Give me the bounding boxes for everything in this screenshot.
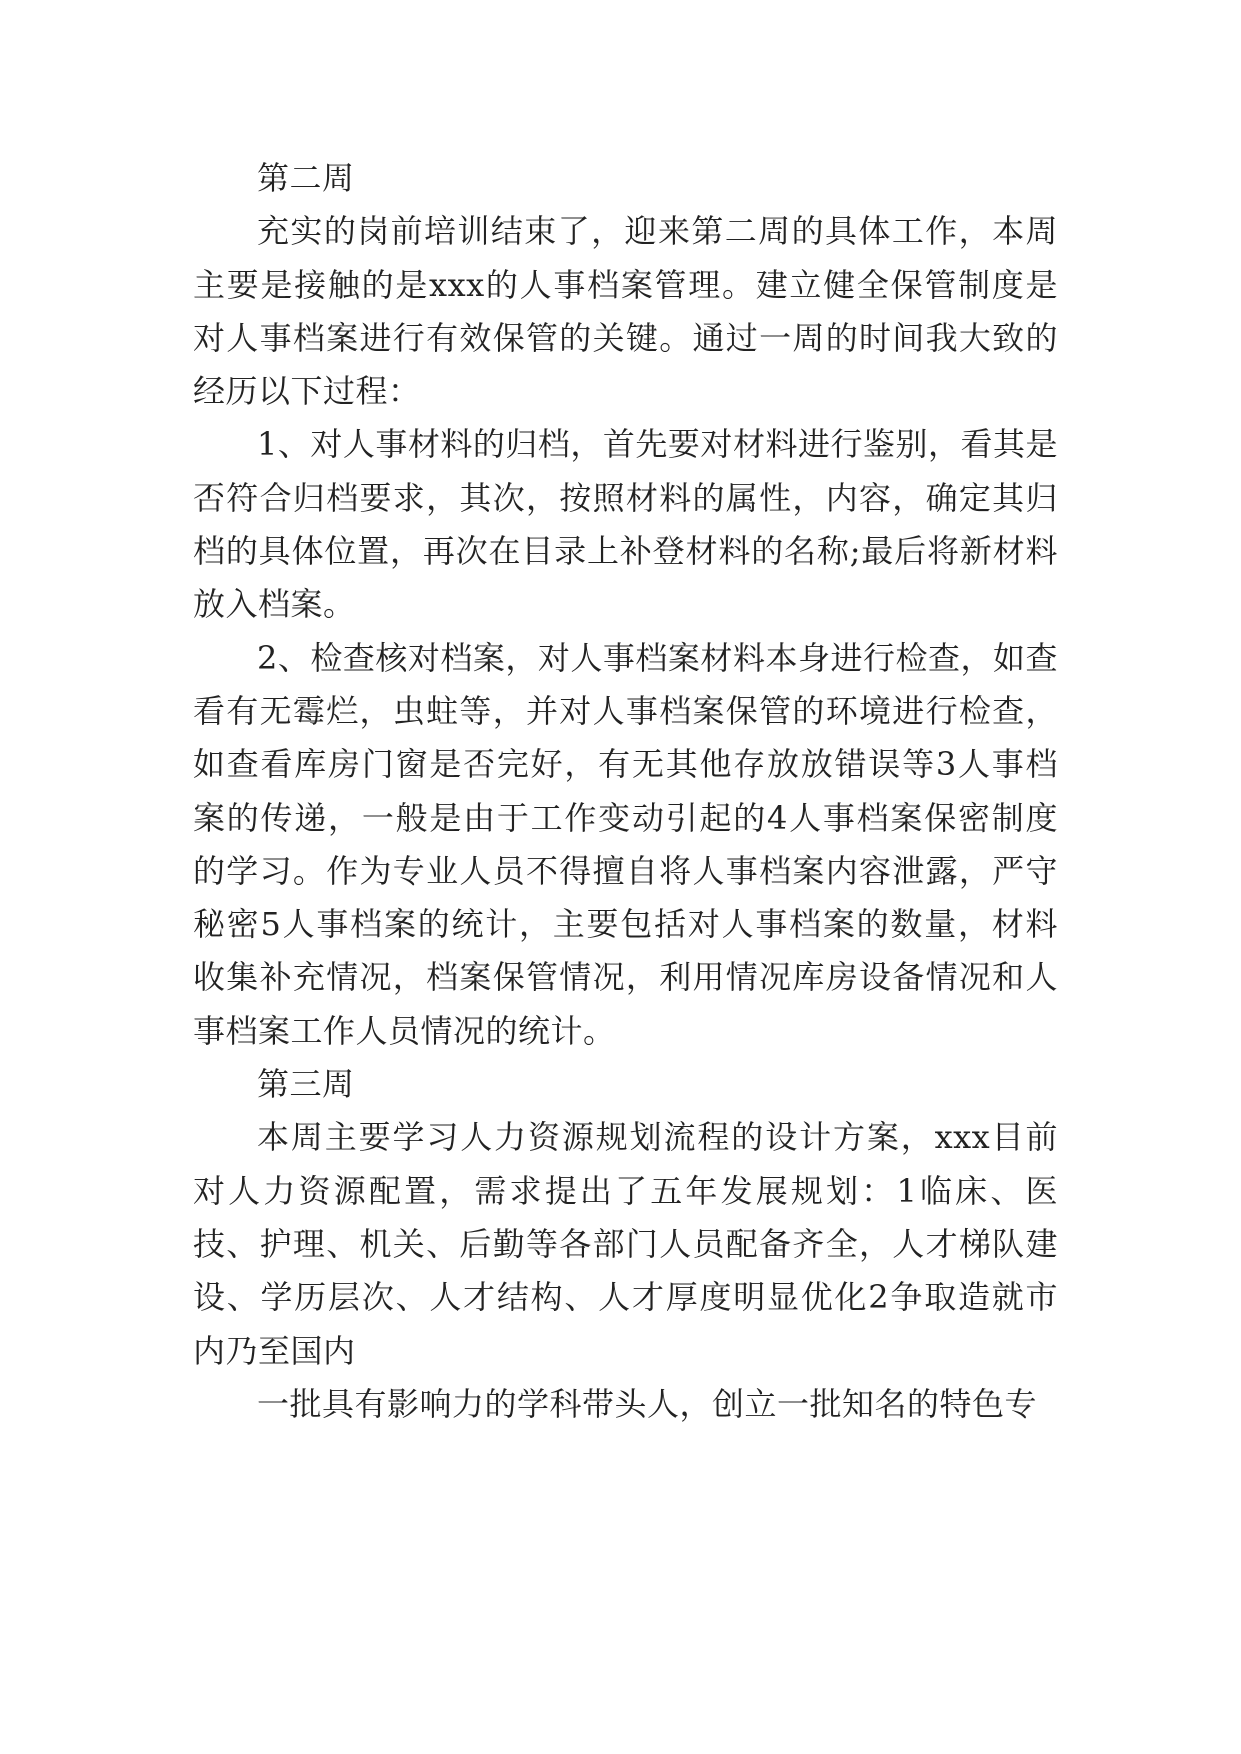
week-two-heading: 第二周 — [257, 159, 355, 197]
continuation-paragraph: 一批具有影响力的学科带头人，创立一批知名的特色专 — [257, 1384, 1038, 1423]
document-body — [193, 152, 1058, 1431]
week-two-intro-paragraph: 充实的岗前培训结束了，迎来第二周的具体工作，本周主要是接触的是xxx的人事档案管理。建立健全保管制度是对人事档案进行有效保管的关键。通过一周的时间我大致的经历以下过程： — [193, 212, 1058, 411]
archive-check-paragraph: 2、检查核对档案，对人事档案材料本身进行检查，如查看有无霉烂，虫蛀等，并对人事档案保管的环境进行检查，如查看库房门窗是否完好，有无其他存放放错误等3人事档案的传递，一般是由于工作变动引起的4人事档案保密制度的学习。作为专业人员不得擅自将人事档案内容泄露，严守秘密5人事档案的统计，主要包括对人事档案的数量，材料收集补充情况，档案保管情况，利用情况库房设备情况和人事档案工作人员情况的统计。 — [193, 638, 1058, 1050]
week-three-heading: 第三周 — [257, 1065, 355, 1104]
hr-planning-paragraph: 本周主要学习人力资源规划流程的设计方案，xxx目前对人力资源配置，需求提出了五年发展规划：1临床、医技、护理、机关、后勤等各部门人员配备齐全，人才梯队建设、学历层次、人才结构、人才厚度明显优化2争取造就市内乃至国内 — [193, 1118, 1058, 1370]
archiving-step-paragraph: 1、对人事材料的归档，首先要对材料进行鉴别，看其是否符合归档要求，其次，按照材料的属性，内容，确定其归档的具体位置，再次在目录上补登材料的名称;最后将新材料放入档案。 — [193, 425, 1058, 624]
